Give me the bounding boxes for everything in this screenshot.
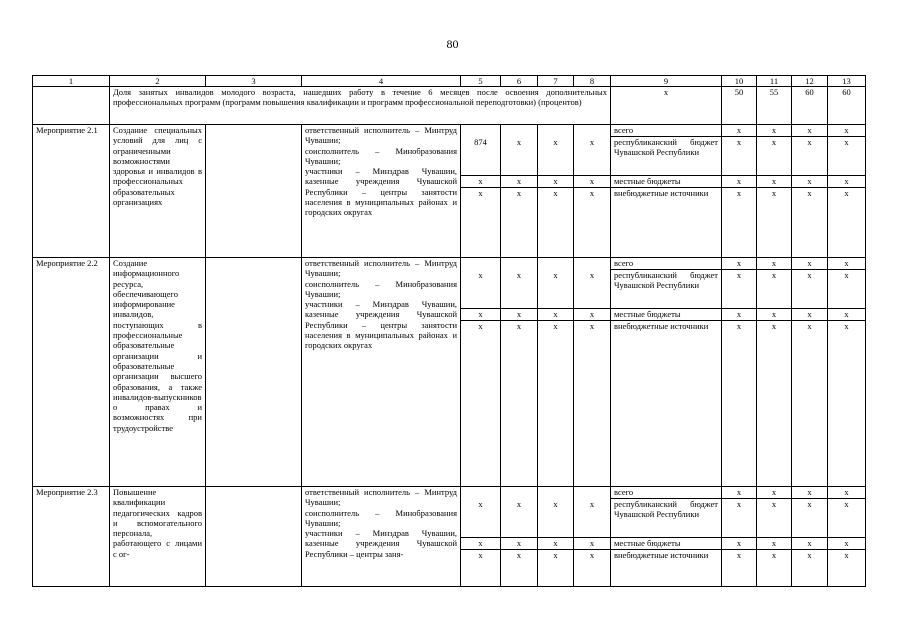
column-number-row — [33, 76, 866, 87]
year-value-cell: х — [792, 258, 828, 270]
budget-code-cell: х — [501, 550, 538, 587]
year-value-cell: х — [792, 270, 828, 309]
budget-code-cell: х — [574, 538, 611, 550]
budget-code-cell: х — [461, 309, 501, 321]
budget-code-cell: х — [538, 499, 574, 538]
funding-source: внебюджетные источники — [611, 188, 722, 258]
budget-code-cell: х — [461, 499, 501, 538]
year-value-cell: х — [828, 258, 866, 270]
year-value-cell: х — [722, 188, 757, 258]
year-value-cell: х — [792, 137, 828, 176]
budget-code-cell: х — [538, 321, 574, 487]
funding-source: местные бюджеты — [611, 309, 722, 321]
indicator-text: Доля занятых инвалидов молодого возраста, нашедших работу в течение 6 месяцев после освоения дополнительных профессиональных программ (программ повышения квалификации и программ профессиональной переподготовки) (процентов) — [110, 87, 611, 125]
budget-code-cell: х — [461, 270, 501, 309]
year-value-cell: х — [792, 125, 828, 137]
budget-code-cell: х — [574, 550, 611, 587]
funding-source: местные бюджеты — [611, 176, 722, 188]
year-value-cell: х — [722, 137, 757, 176]
year-value-cell: х — [722, 487, 757, 499]
year-value-cell: х — [792, 321, 828, 487]
budget-code-cell: х — [538, 550, 574, 587]
budget-code-cell: х — [461, 550, 501, 587]
year-value-cell: х — [757, 125, 792, 137]
year-value-cell: х — [828, 309, 866, 321]
column-number: 9 — [611, 76, 722, 87]
program-table — [32, 75, 866, 587]
budget-code-cell: х — [538, 137, 574, 176]
budget-code-cell: х — [501, 137, 538, 176]
year-value-cell: х — [792, 499, 828, 538]
empty-cell — [206, 125, 302, 258]
year-value-cell: х — [792, 487, 828, 499]
budget-code-cell — [574, 125, 611, 137]
executor-line: соисполнитель – Минобразования Чувашии; — [305, 278, 457, 299]
budget-code-cell: х — [501, 321, 538, 487]
budget-code-cell: х — [461, 176, 501, 188]
executors-cell — [302, 258, 461, 487]
year-value-cell: х — [722, 270, 757, 309]
funding-source: внебюджетные источники — [611, 550, 722, 587]
budget-code-cell: х — [574, 176, 611, 188]
budget-code-cell — [538, 125, 574, 137]
year-value-cell: х — [722, 258, 757, 270]
year-value-cell: х — [757, 270, 792, 309]
budget-code-cell: х — [461, 538, 501, 550]
year-value-cell: х — [828, 538, 866, 550]
measure-description: Повышение квалификации педагогических кадров и вспомогательного персонала, работающего с лицами с ог- — [110, 487, 206, 587]
year-value-cell: х — [722, 538, 757, 550]
column-number: 5 — [461, 76, 501, 87]
budget-code-cell — [538, 487, 574, 499]
executor-line: соисполнитель – Минобразования Чувашии; — [305, 507, 457, 528]
funding-source: местные бюджеты — [611, 538, 722, 550]
budget-code-cell: х — [501, 538, 538, 550]
funding-source: внебюджетные источники — [611, 321, 722, 487]
year-value-cell: х — [757, 538, 792, 550]
budget-code-cell: х — [538, 176, 574, 188]
funding-source: республиканский бюджет Чувашской Республики — [611, 137, 722, 176]
budget-code-cell: х — [501, 176, 538, 188]
year-value-cell: х — [792, 176, 828, 188]
funding-source: республиканский бюджет Чувашской Республики — [611, 270, 722, 309]
column-number: 8 — [574, 76, 611, 87]
budget-code-cell: х — [574, 137, 611, 176]
year-value-cell: х — [828, 321, 866, 487]
budget-code-cell: х — [574, 321, 611, 487]
column-number: 4 — [302, 76, 461, 87]
measure-name: Мероприятие 2.2 — [33, 258, 110, 487]
year-value-cell: х — [828, 487, 866, 499]
measure-row — [33, 125, 866, 137]
indicator-row — [33, 87, 866, 125]
year-value-cell: х — [757, 487, 792, 499]
measure-name: Мероприятие 2.3 — [33, 487, 110, 587]
budget-code-cell — [501, 125, 538, 137]
year-value-cell: х — [757, 499, 792, 538]
year-value-cell: х — [722, 321, 757, 487]
year-value-cell: х — [828, 188, 866, 258]
column-number: 7 — [538, 76, 574, 87]
funding-source: всего — [611, 125, 722, 137]
year-value-cell: х — [757, 188, 792, 258]
year-value-cell: х — [828, 499, 866, 538]
funding-source: всего — [611, 258, 722, 270]
budget-code-cell — [461, 125, 501, 137]
column-number: 12 — [792, 76, 828, 87]
year-value-cell: х — [722, 176, 757, 188]
column-number: 13 — [828, 76, 866, 87]
column-number: 11 — [757, 76, 792, 87]
budget-code-cell — [538, 258, 574, 270]
year-value-cell: х — [792, 538, 828, 550]
budget-code-cell: х — [501, 499, 538, 538]
indicator-value: 60 — [792, 87, 828, 125]
indicator-value: 50 — [722, 87, 757, 125]
budget-code-cell: х — [501, 270, 538, 309]
year-value-cell: х — [757, 309, 792, 321]
indicator-value: 60 — [828, 87, 866, 125]
year-value-cell: х — [722, 499, 757, 538]
budget-code-cell: х — [574, 499, 611, 538]
executor-line: ответственный исполнитель – Минтруд Чувашии; — [305, 125, 457, 146]
executor-line: соисполнитель – Минобразования Чувашии; — [305, 145, 457, 166]
budget-code-cell: х — [501, 188, 538, 258]
executor-line: ответственный исполнитель – Минтруд Чувашии; — [305, 258, 457, 279]
budget-code-cell — [461, 258, 501, 270]
year-value-cell: х — [757, 176, 792, 188]
budget-code-cell: х — [574, 188, 611, 258]
year-value-cell: х — [828, 550, 866, 587]
column-number: 1 — [33, 76, 110, 87]
budget-code-cell — [501, 487, 538, 499]
budget-code-cell: х — [574, 270, 611, 309]
budget-code-cell: х — [461, 321, 501, 487]
year-value-cell: х — [722, 125, 757, 137]
funding-source: республиканский бюджет Чувашской Республики — [611, 499, 722, 538]
budget-code-cell — [461, 487, 501, 499]
budget-code-cell: х — [538, 188, 574, 258]
page-number: 80 — [446, 37, 459, 51]
year-value-cell: х — [757, 550, 792, 587]
column-number: 6 — [501, 76, 538, 87]
executor-line: участники – Минздрав Чувашии, казенные учреждения Чувашской Республики – центры занятости населения в муниципальных районах и городских округах — [305, 299, 457, 351]
column-number: 2 — [110, 76, 206, 87]
budget-code-cell — [574, 487, 611, 499]
executor-line: ответственный исполнитель – Минтруд Чувашии; — [305, 487, 457, 508]
year-value-cell: х — [792, 550, 828, 587]
year-value-cell: х — [757, 321, 792, 487]
budget-code-cell: х — [461, 188, 501, 258]
year-value-cell: х — [722, 550, 757, 587]
budget-code-cell: х — [574, 309, 611, 321]
year-value-cell: х — [722, 309, 757, 321]
column-number: 10 — [722, 76, 757, 87]
year-value-cell: х — [792, 309, 828, 321]
year-value-cell: х — [828, 176, 866, 188]
indicator-value: 55 — [757, 87, 792, 125]
measure-description: Создание специальных условий для лиц с ограниченными возможностями здоровья и инвалидов в профессиональных образовательных организациях — [110, 125, 206, 258]
measure-description: Создание информационного ресурса, обеспечивающего информирование инвалидов, поступающих в профессиональные образовательные организации и образовательные организации высшего образования, а также инвалидов-выпускников о правах и возможностях при трудоустройстве — [110, 258, 206, 487]
year-value-cell: х — [792, 188, 828, 258]
measure-name: Мероприятие 2.1 — [33, 125, 110, 258]
budget-code-cell: 874 — [461, 137, 501, 176]
year-value-cell: х — [828, 270, 866, 309]
year-value-cell: х — [757, 258, 792, 270]
measure-row — [33, 487, 866, 499]
executor-line: участники – Минздрав Чувашии, казенные учреждения Чувашской Республики – центры занятости населения в муниципальных районах и городских округах — [305, 166, 457, 218]
indicator-col9: х — [611, 87, 722, 125]
year-value-cell: х — [757, 137, 792, 176]
executors-cell — [302, 487, 461, 587]
year-value-cell: х — [828, 137, 866, 176]
measure-row — [33, 258, 866, 270]
budget-code-cell — [574, 258, 611, 270]
empty-cell — [33, 87, 110, 125]
budget-code-cell: х — [538, 309, 574, 321]
year-value-cell: х — [828, 125, 866, 137]
budget-code-cell — [501, 258, 538, 270]
budget-code-cell: х — [501, 309, 538, 321]
executor-line: участники – Минздрав Чувашии, казенные учреждения Чувашской Республики – центры заня- — [305, 528, 457, 559]
budget-code-cell: х — [538, 270, 574, 309]
budget-code-cell: х — [538, 538, 574, 550]
executors-cell — [302, 125, 461, 258]
column-number: 3 — [206, 76, 302, 87]
empty-cell — [206, 487, 302, 587]
funding-source: всего — [611, 487, 722, 499]
empty-cell — [206, 258, 302, 487]
